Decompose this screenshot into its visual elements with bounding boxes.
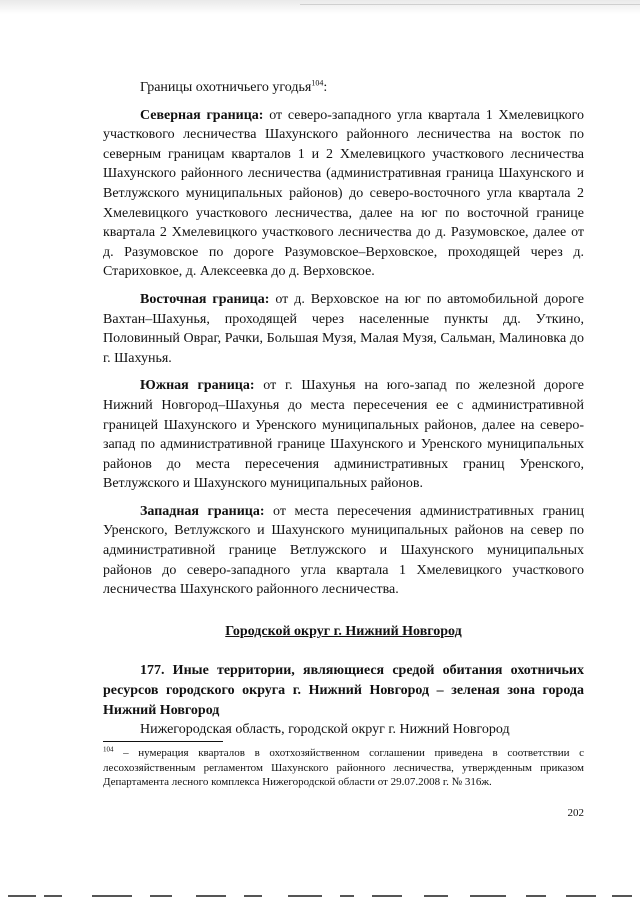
north-boundary-label: Северная граница:	[140, 107, 264, 123]
boundaries-heading	[103, 78, 584, 98]
scan-edge-top	[0, 0, 640, 14]
west-boundary-label: Западная граница:	[140, 503, 265, 519]
west-boundary-text: от места пересечения административных границ Уренского, Ветлужского и Шахунского муниципальных районов на север по административной границе Ветлужского и Шахунского муниципальных районов до северо-западного угла квартала 1 Хмелевицкого участкового лесничества Шахунского районного лесничества.	[103, 503, 584, 598]
south-boundary-text: от г. Шахунья на юго-запад по железной дороге Нижний Новгород–Шахунья до места пересечения ее с административной границей Шахунского и Уренского муниципальных районов, далее на северо-запад по административной границе Шахунского и Уренского муниципальных районов до места пересечения административных границ Уренского, Ветлужского и Шахунского муниципальных районов.	[103, 378, 584, 492]
boundaries-heading-colon: :	[323, 80, 328, 95]
footnote-text: – нумерация кварталов в охотхозяйственном соглашении приведена в соответствии с лесохозяйственным регламентом Шахунского районного лесничества, утвержденным приказом Департамента лесного комплекса Нижегородской области от 29.07.2008 г. № 316ж.	[103, 747, 584, 788]
east-boundary-paragraph	[103, 290, 584, 368]
north-boundary-text: от северо-западного угла квартала 1 Хмелевицкого участкового лесничества Шахунского районного лесничества на восток по северным границам кварталов 1 и 2 Хмелевицкого участкового лесничества Шахунского районного лесничества (административная граница Шахунского и Ветлужского муниципальных районов) до северо-восточного угла квартала 2 Хмелевицкого участкового лесничества, далее на юг по восточной границе квартала 2 Хмелевицкого участкового лесничества до д. Разумовское, далее от д. Разумовское по дороге Разумовское–Верховское, проходящей через д. Стариховкое, д. Алексеевка до д. Верховское.	[103, 107, 584, 280]
document-body	[103, 78, 584, 740]
item-location: Нижегородская область, городской округ г. Нижний Новгород	[140, 722, 510, 738]
south-boundary-label: Южная граница:	[140, 378, 255, 394]
west-boundary-paragraph	[103, 502, 584, 600]
boundaries-heading-text: Границы охотничьего угодья	[140, 80, 312, 95]
footnote	[103, 746, 584, 790]
item-title: 177. Иные территории, являющиеся средой обитания охотничьих ресурсов городского округа г. Нижний Новгород – зеленая зона города Нижний Новгород	[103, 663, 584, 718]
scan-edge-bottom	[0, 883, 640, 905]
section-heading: Городской округ г. Нижний Новгород	[225, 623, 462, 639]
east-boundary-label: Восточная граница:	[140, 291, 270, 307]
east-boundary-text: от д. Верховское на юг по автомобильной дороге Вахтан–Шахунья, проходящей через населенные пункты дд. Уткино, Половинный Овраг, Рачки, Большая Музя, Малая Музя, Сальман, Малиновка до г. Шахунья.	[103, 291, 584, 366]
north-boundary-paragraph	[103, 106, 584, 282]
south-boundary-paragraph	[103, 376, 584, 494]
page-number: 202	[567, 807, 584, 819]
footnote-reference: 104	[311, 78, 324, 88]
footnote-divider	[103, 741, 223, 742]
footnote-mark: 104	[103, 745, 114, 754]
